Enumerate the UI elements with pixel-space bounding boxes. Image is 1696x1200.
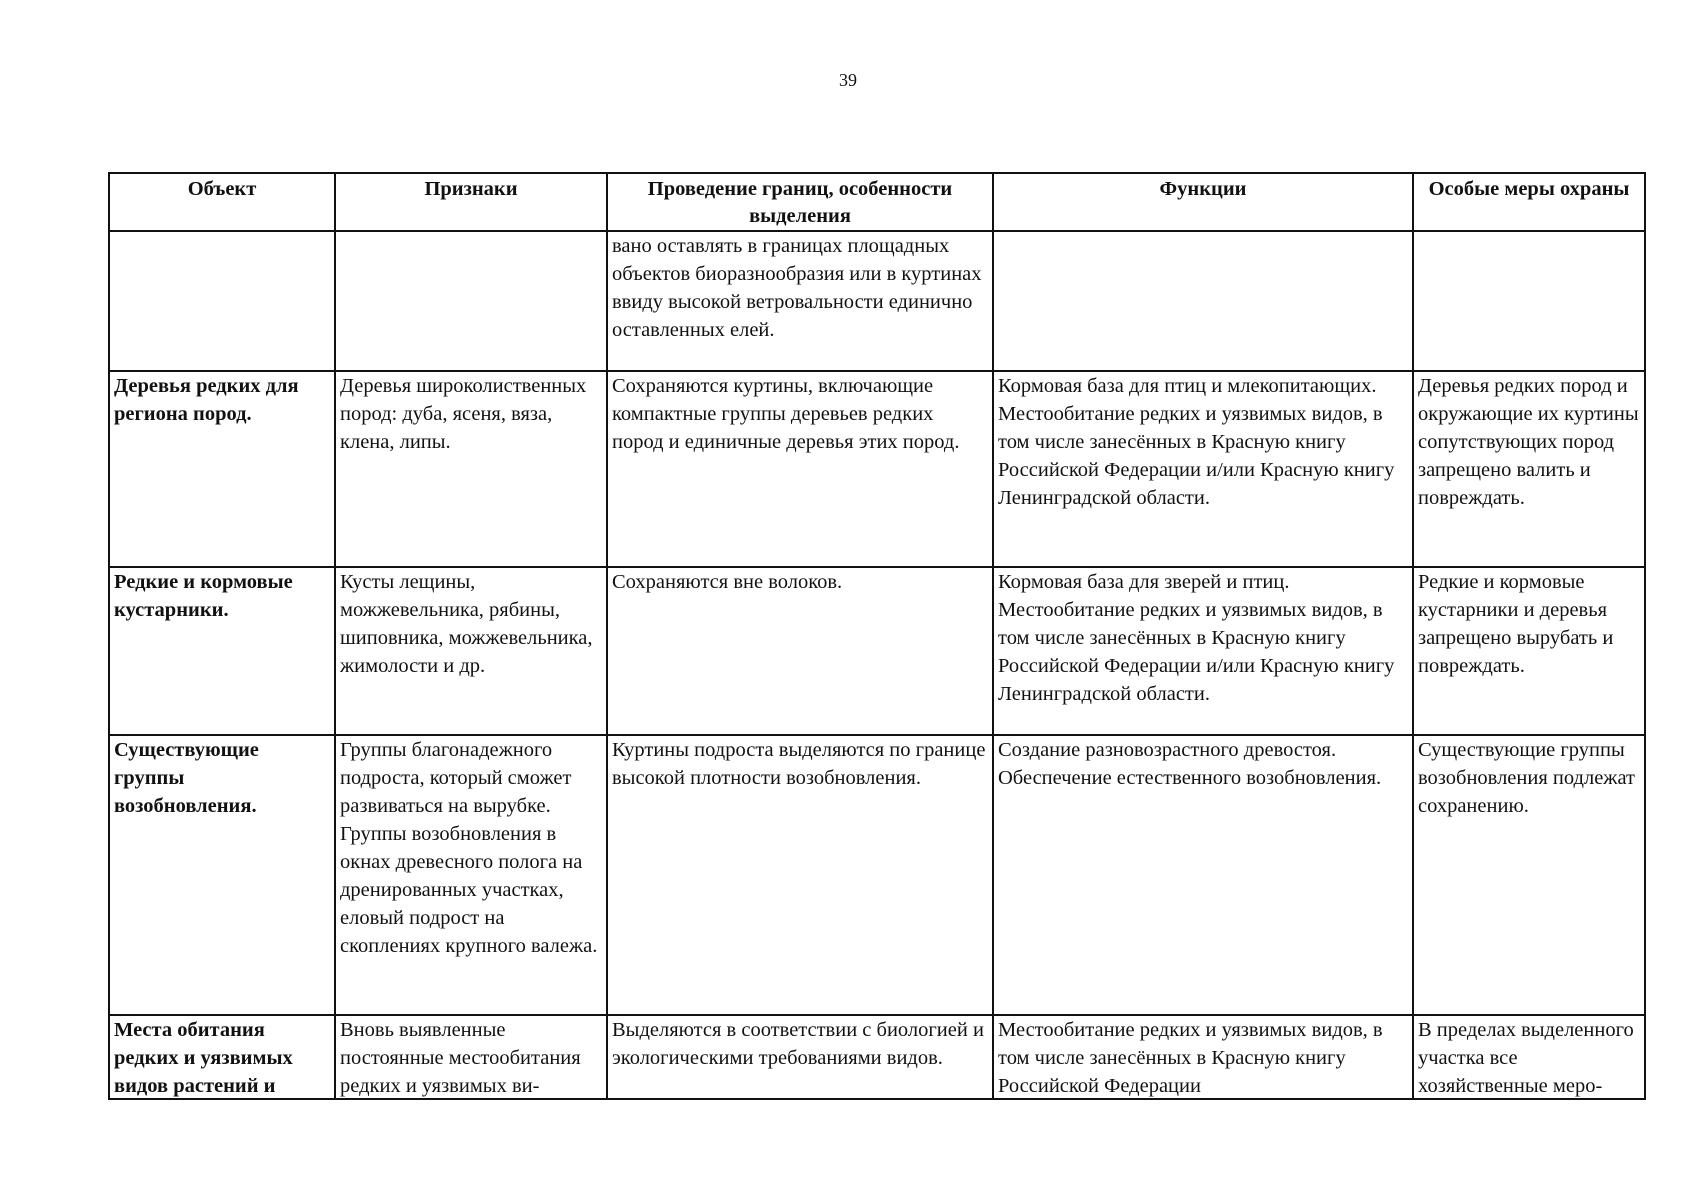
cell-measures [1413,1015,1645,1099]
cell-functions: Создание разновозрастного древостоя. Обеспечение естественного возобновления. [993,735,1413,1015]
table-row [109,231,1645,371]
table-row [109,1015,1645,1099]
header-measures: Особые меры охраны [1413,173,1645,231]
cell-object [109,1015,335,1099]
cell-object [109,231,335,371]
cell-functions: Кормовая база для птиц и млекопитающих. Местообитание редких и уязвимых видов, в том числе занесённых в Красную книгу Российской Федерации и/или Красную книгу Ленинградской области. [993,371,1413,567]
cell-functions-text: Местообитание редких и уязвимых видов, в том числе занесённых в Красную книгу Российской Федерации [998,1019,1383,1097]
cell-measures: Деревья редких пород и окружающие их куртины сопутствующих пород запрещено валить и повреждать. [1413,371,1645,567]
cell-signs [335,231,607,371]
cell-measures [1413,231,1645,371]
cell-object: Редкие и кормовые кустарники. [109,567,335,735]
cell-measures-text: В пределах выделенного участка все хозяйственные меро- [1418,1019,1634,1097]
cell-signs: Группы благонадежного подроста, который сможет развиваться на вырубке. Группы возобновления в окнах древесного полога на дренированных участках, еловый подрост на скоплениях крупного валежа. [335,735,607,1015]
cell-signs-text: Вновь выявленные постоянные местообитания редких и уязвимых ви- [340,1019,581,1097]
cell-object-text: Места обитания редких и уязвимых видов растений и [114,1019,293,1097]
cell-borders: Куртины подроста выделяются по границе высокой плотности возобновления. [607,735,993,1015]
cell-borders: вано оставлять в границах площадных объектов биоразнообразия или в куртинах ввиду высокой ветровальности единично оставленных елей. [607,231,993,371]
cell-borders-text: Выделяются в соответствии с биологией и экологическими требованиями видов. [612,1019,984,1069]
cell-measures: Существующие группы возобновления подлежат сохранению. [1413,735,1645,1015]
page-number: 39 [839,70,857,90]
table-header-row [109,173,1645,231]
header-borders: Проведение границ, особенности выделения [607,173,993,231]
cell-functions: Кормовая база для зверей и птиц. Местообитание редких и уязвимых видов, в том числе занесённых в Красную книгу Российской Федерации и/или Красную книгу Ленинградской области. [993,567,1413,735]
cell-signs [335,1015,607,1099]
header-functions: Функции [993,173,1413,231]
cell-functions [993,231,1413,371]
table-row [109,567,1645,735]
cell-signs: Деревья широколиственных пород: дуба, ясеня, вяза, клена, липы. [335,371,607,567]
header-object: Объект [109,173,335,231]
cell-object: Существующие группы возобновления. [109,735,335,1015]
cell-borders [607,1015,993,1099]
cell-signs: Кусты лещины, можжевельника, рябины, шиповника, можжевельника, жимолости и др. [335,567,607,735]
table-row [109,735,1645,1015]
document-table [108,172,1646,1100]
header-signs: Признаки [335,173,607,231]
cell-functions [993,1015,1413,1099]
cell-measures: Редкие и кормовые кустарники и деревья запрещено вырубать и повреждать. [1413,567,1645,735]
cell-borders: Сохраняются вне волоков. [607,567,993,735]
cell-object: Деревья редких для региона пород. [109,371,335,567]
table-row [109,371,1645,567]
cell-borders: Сохраняются куртины, включающие компактные группы деревьев редких пород и единичные деревья этих пород. [607,371,993,567]
